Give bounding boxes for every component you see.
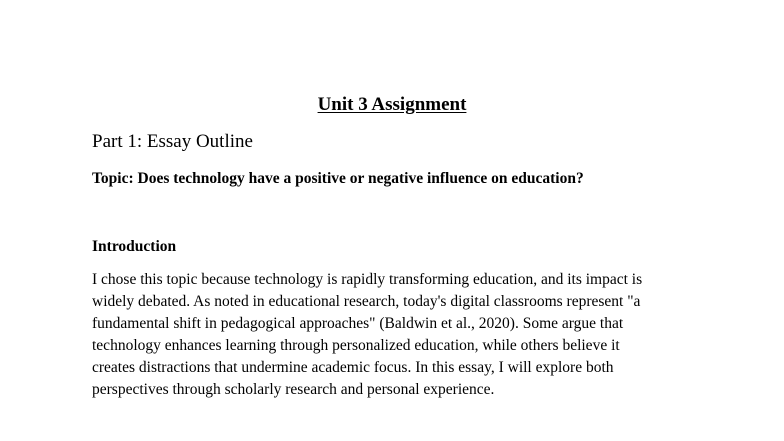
introduction-paragraph bbox=[92, 269, 692, 402]
paragraph-line: perspectives through scholarly research and personal experience. bbox=[92, 381, 495, 399]
part-heading: Part 1: Essay Outline bbox=[92, 131, 253, 152]
topic-line: Topic: Does technology have a positive or negative influence on education? bbox=[92, 170, 584, 187]
paragraph-line: creates distractions that undermine academic focus. In this essay, I will explore both bbox=[92, 359, 614, 377]
paragraph-line: I chose this topic because technology is rapidly transforming education, and its impact is bbox=[92, 271, 643, 288]
paragraph-line: widely debated. As noted in educational research, today's digital classrooms represent "a bbox=[92, 293, 641, 311]
paragraph-line: fundamental shift in pedagogical approaches" (Baldwin et al., 2020). Some argue that bbox=[92, 315, 624, 333]
document-title: Unit 3 Assignment bbox=[317, 94, 467, 115]
paragraph-line: technology enhances learning through personalized education, while others believe it bbox=[92, 337, 620, 355]
introduction-heading: Introduction bbox=[92, 238, 177, 255]
